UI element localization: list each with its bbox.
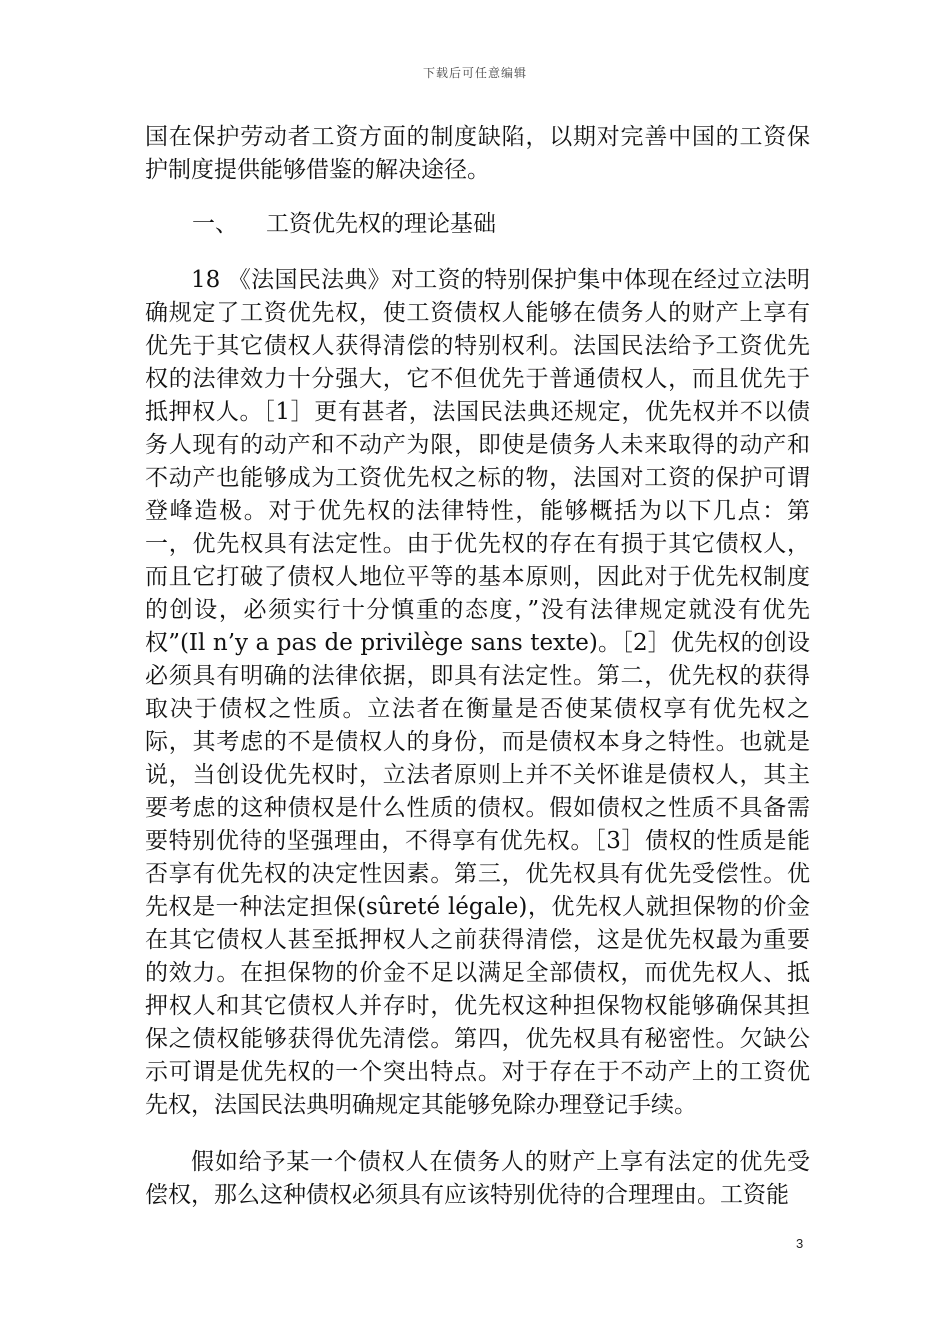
paragraph-3-text: 假如给予某一个债权人在债务人的财产上享有法定的优先受偿权，那么这种债权必须具有应该特别优待的合理理由。工资能 xyxy=(145,1149,810,1208)
paragraph-2-text: 18 《法国民法典》对工资的特别保护集中体现在经过立法明确规定了工资优先权，使工资债权人能够在债务人的财产上享有优先于其它债权人获得清偿的特别权利。法国民法给予工资优先权的法律效力十分强大，它不但优先于普通债权人，而且优先于抵押权人。［1］更有甚者，法国民法典还规定，优先权并不以债务人现有的动产和不动产为限，即使是债务人未来取得的动产和不动产也能够成为工资优先权之标的物，法国对工资的保护可谓登峰造极。对于优先权的法律特性，能够概括为以下几点：第一，优先权具有法定性。由于优先权的存在有损于其它债权人，而且它打破了债权人地位平等的基本原则，因此对于优先权制度的创设，必须实行十分慎重的态度，”没有法律规定就没有优先权”(Il n’y a pas de privilège sans texte)。［2］优先权的创设必须具有明确的法律依据，即具有法定性。第二，优先权的获得取决于债权之性质。立法者在衡量是否使某债权享有优先权之际，其考虑的不是债权人的身份，而是债权本身之特性。也就是说，当创设优先权时，立法者原则上并不关怀谁是债权人，其主要考虑的这种债权是什么性质的债权。假如债权之性质不具备需要特别优待的坚强理由，不得享有优先权。［3］债权的性质是能否享有优先权的决定性因素。第三，优先权具有优先受偿性。优先权是一种法定担保(sûreté légale)，优先权人就担保物的价金在其它债权人甚至抵押权人之前获得清偿，这是优先权最为重要的效力。在担保物的价金不足以满足全部债权，而优先权人、抵押权人和其它债权人并存时，优先权这种担保物权能够确保其担保之债权能够获得优先清偿。第四，优先权具有秘密性。欠缺公示可谓是优先权的一个突出特点。对于存在于不动产上的工资优先权，法国民法典明确规定其能够免除办理登记手续。 xyxy=(145,267,810,1118)
section-number: 一、 xyxy=(192,211,238,237)
page-number: 3 xyxy=(796,1236,804,1251)
paragraph-2 xyxy=(145,264,810,1122)
section-title: 工资优先权的理论基础 xyxy=(266,211,496,237)
paragraph-1 xyxy=(145,121,810,187)
page-header-note: 下载后可任意编辑 xyxy=(422,66,527,80)
paragraph-1-text: 国在保护劳动者工资方面的制度缺陷，以期对完善中国的工资保护制度提供能够借鉴的解决途径。 xyxy=(145,124,810,183)
section-heading xyxy=(192,208,496,241)
paragraph-3 xyxy=(145,1146,810,1212)
